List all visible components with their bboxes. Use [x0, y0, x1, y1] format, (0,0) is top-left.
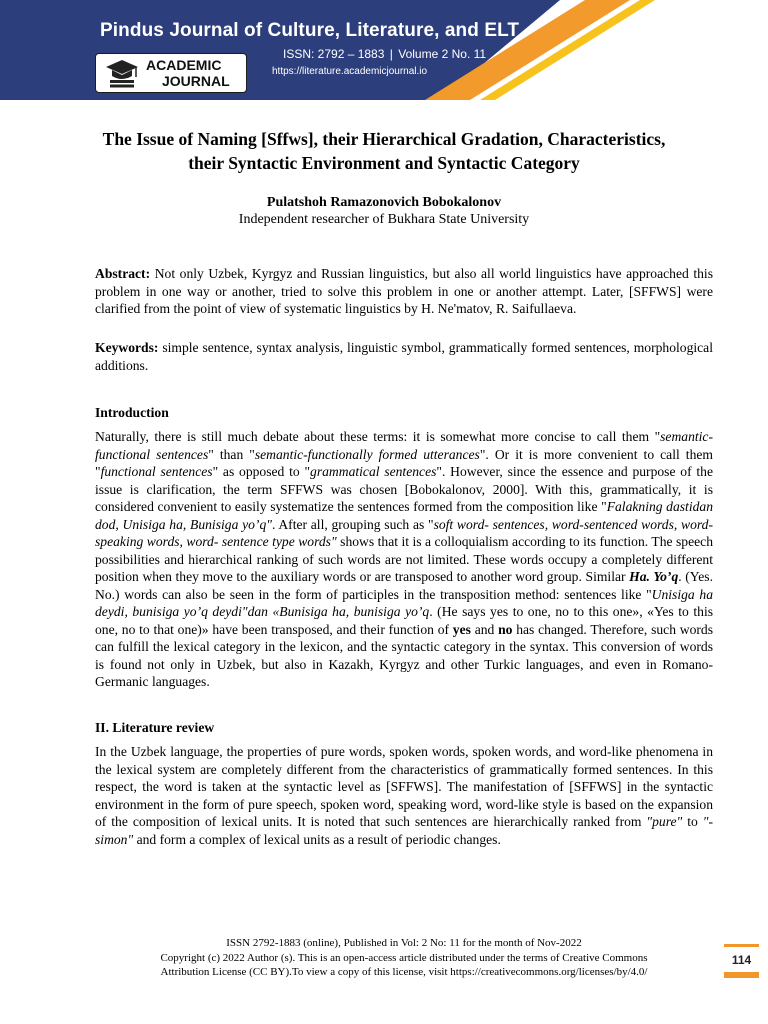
intro-italic-term: semantic-functional sentences — [95, 429, 713, 462]
journal-url-link[interactable]: https://literature.academicjournal.io — [272, 66, 428, 77]
intro-text: " as opposed to " — [212, 464, 311, 479]
lit-italic-term: "-simon" — [95, 814, 713, 847]
footer-issn-line: ISSN 2792-1883 (online), Published in Vol: 2 No: 11 for the month of Nov-2022 — [226, 937, 582, 949]
abstract-paragraph — [95, 265, 713, 318]
academic-journal-logo — [95, 53, 247, 93]
intro-italic-example: Unisiga ha deydi, bunisiga yo’q deydi"dan «Bunisiga ha, bunisiga yo’q — [95, 586, 713, 619]
lit-text: to — [682, 814, 703, 829]
intro-italic-term: grammatical sentences — [310, 464, 437, 479]
page-footer — [95, 936, 713, 980]
intro-italic-example: soft word- sentences, word-sentenced words, word- speaking words, word- sentence type words" — [95, 516, 713, 549]
abstract-text: Not only Uzbek, Kyrgyz and Russian linguistics, but also all world linguistics have approached this problem in one way or another, tried to solve this problem in one or another attempt. Later, [SFFWS] were clarified from the point of view of systematic linguistics by H. Ne'matov, R. Saifullaeva. — [95, 266, 713, 316]
page-number-bottom-bar — [724, 972, 759, 978]
intro-bold-no: no — [498, 621, 513, 637]
keywords-text: simple sentence, syntax analysis, linguistic symbol, grammatically formed sentences, morphological additions. — [95, 340, 713, 373]
intro-italic-term: semantic-functionally formed utterances — [254, 446, 480, 462]
lit-text: In the Uzbek language, the properties of pure words, spoken words, spoken words, and word-like phenomena in the lexical system are completely different from the characteristics of grammatically formed sentences. In this respect, the word is taken at the syntactic level as [SFFWS]. The manifestation of [SFFWS] in the syntactic environment in the form of pure speech, spoken word, speaking word, word-like style is based on the expansion of the composition of lexical units. It is noted that such sentences are hierarchically ranked from — [95, 744, 713, 829]
intro-text: and — [470, 621, 499, 637]
intro-bold-italic-term: Ha. Yo’q — [629, 569, 679, 584]
introduction-paragraph — [95, 428, 713, 691]
literature-review-paragraph — [95, 743, 713, 848]
intro-text: . After all, grouping such as " — [271, 516, 434, 532]
footer-license-line: Attribution License (CC BY).To view a copy of this license, visit https://creativecommons.org/licenses/by/4.0/ — [160, 966, 648, 978]
intro-bold-yes: yes — [452, 621, 471, 637]
intro-text: shows that it is a colloquialism according to its function. The speech possibilities and hierarchical ranking of such words are not limited. These words occupy a completely different position when they move to the auxiliary words or are transposed to another word group. Similar — [95, 534, 713, 584]
article-title-line2: their Syntactic Environment and Syntactic Category — [188, 153, 580, 173]
journal-name: Pindus Journal of Culture, Literature, and ELT — [100, 20, 520, 41]
volume-text: Volume 2 No. 11 — [398, 47, 487, 61]
intro-text: ". Or it is more convenient to call them " — [95, 446, 713, 479]
lit-italic-term: "pure" — [646, 814, 683, 829]
logo-word-academic: ACADEMIC — [146, 57, 222, 73]
intro-italic-term: functional sentences — [100, 464, 213, 479]
graduation-cap-icon — [105, 58, 139, 90]
introduction-heading: Introduction — [95, 405, 169, 420]
page-number-badge — [724, 944, 759, 977]
page-number: 114 — [731, 953, 752, 967]
separator: | — [389, 47, 393, 61]
journal-header-banner — [0, 0, 768, 100]
article-title — [60, 127, 708, 175]
intro-text: Naturally, there is still much debate about these terms: it is somewhat more concise to call them " — [95, 429, 661, 444]
abstract-label: Abstract: — [95, 266, 151, 281]
issn-text: ISSN: 2792 – 1883 — [283, 47, 385, 61]
author-affiliation: Independent researcher of Bukhara State University — [238, 212, 530, 227]
intro-text: " than " — [208, 446, 255, 462]
logo-word-journal: JOURNAL — [162, 73, 230, 89]
keywords-label: Keywords: — [95, 340, 159, 355]
intro-text: has changed. Therefore, such words can fulfill the lexical category in the lexicon, and the syntactic category in the syntax. This conversion of words is found not only in Uzbek, but also in Kazakh, Kyrgyz and other Turkic languages, and even in Romano-Germanic languages. — [95, 621, 713, 689]
article-title-line1: The Issue of Naming [Sffws], their Hierarchical Gradation, Characteristics, — [102, 129, 666, 149]
page-number-top-bar — [724, 944, 759, 947]
footer-copyright-line: Copyright (c) 2022 Author (s). This is an open-access article distributed under the terms of Creative Commons — [160, 951, 648, 964]
lit-text: and form a complex of lexical units as a result of periodic changes. — [133, 831, 501, 847]
intro-text: . (Yes. No.) words can also be seen in the form of participles in the transposition method: sentences like " — [95, 569, 713, 602]
intro-text: ". However, since the essence and purpose of the issue is clarification, the term SFFWS was chosen [Bobokalonov, 2000]. With this, grammatically, it is considered convenient to easily systematize the sentences formed from the composition like " — [95, 464, 713, 514]
intro-italic-example: Falakning dastidan dod, Unisiga ha, Bunisiga yo’q" — [95, 499, 714, 532]
keywords-paragraph — [95, 339, 713, 374]
issn-volume-line — [283, 47, 486, 61]
intro-text: . (He says yes to one, no to this one», «Yes to this one, no to that one)» have been transposed, and their function of — [95, 604, 714, 637]
literature-review-heading: II. Literature review — [95, 720, 215, 735]
author-name: Pulatshoh Ramazonovich Bobokalonov — [266, 195, 502, 210]
